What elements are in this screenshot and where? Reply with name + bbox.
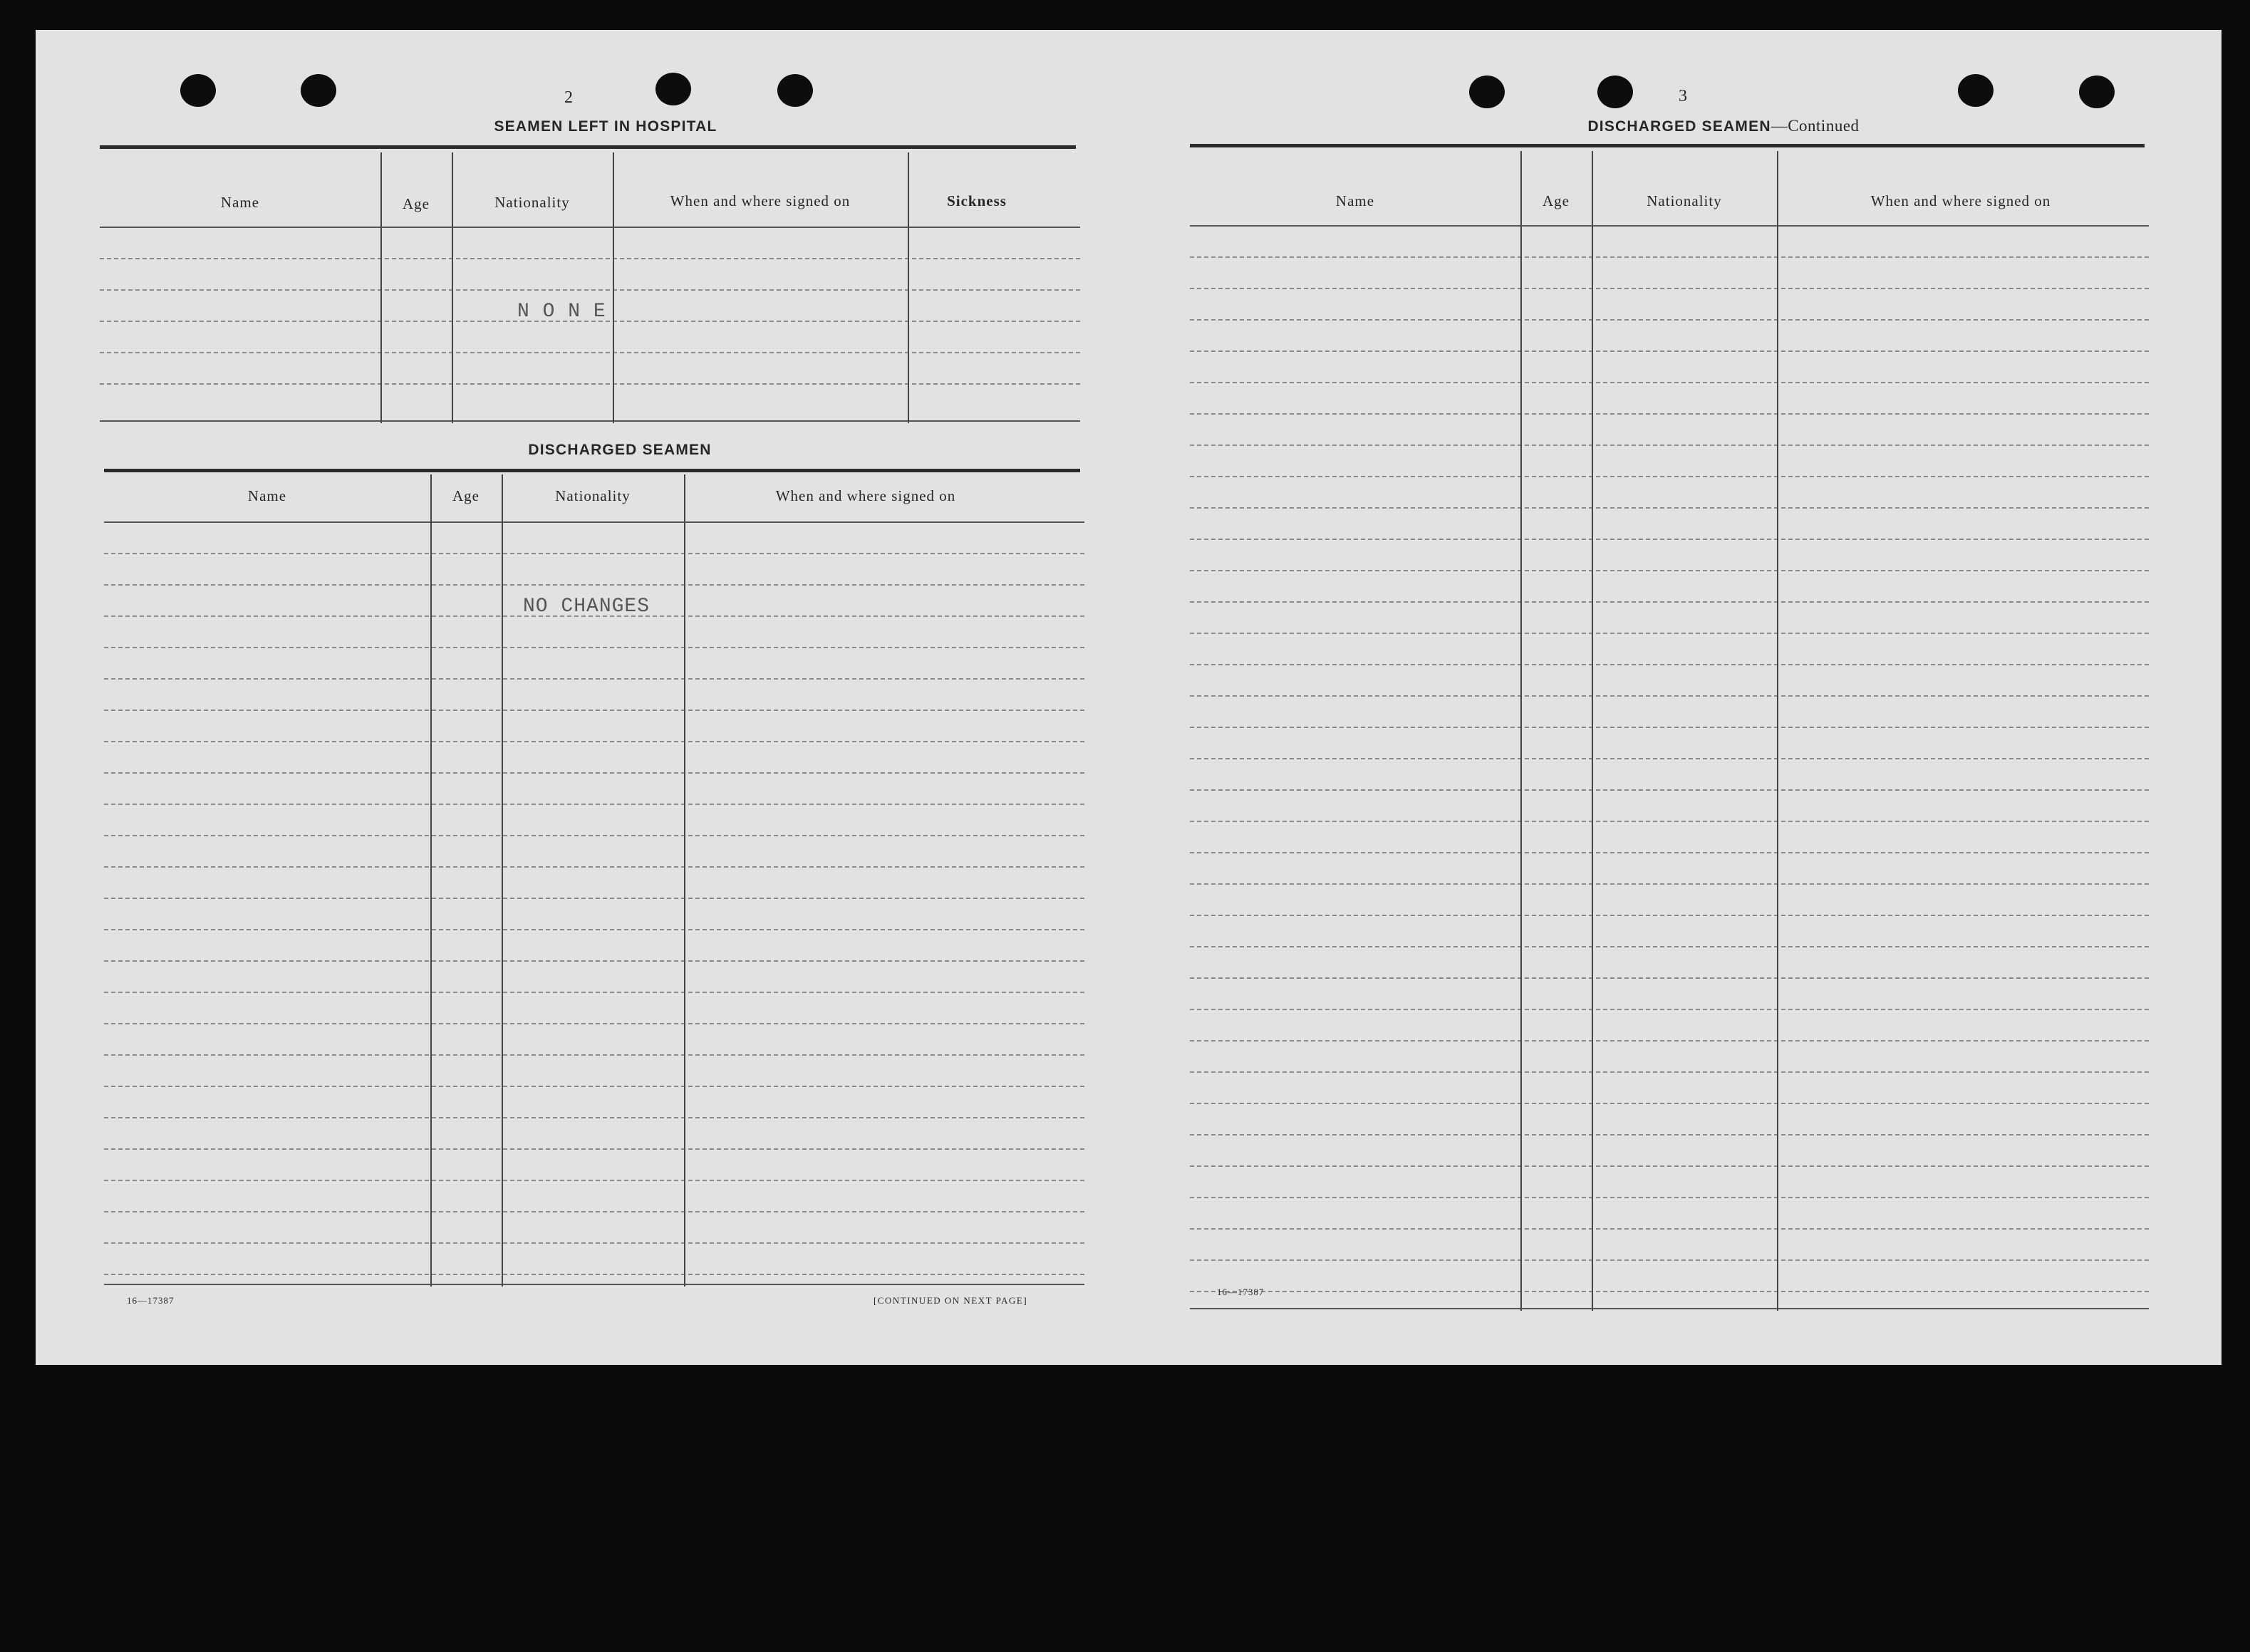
section-title-suffix: —Continued bbox=[1771, 117, 1860, 135]
header-rule bbox=[104, 469, 1080, 472]
header-separator bbox=[1190, 225, 2149, 227]
ruled-line bbox=[104, 1180, 1084, 1181]
ruled-line bbox=[104, 992, 1084, 993]
column-divider bbox=[684, 474, 685, 1287]
column-header-signed-on: When and where signed on bbox=[670, 192, 851, 209]
typed-entry-no-changes: NO CHANGES bbox=[523, 596, 650, 618]
ruled-line bbox=[1190, 1009, 2149, 1010]
ruled-line bbox=[1190, 727, 2149, 728]
column-header-nationality: Nationality bbox=[1647, 192, 1722, 209]
ruled-line bbox=[104, 1117, 1084, 1118]
ruled-line bbox=[104, 960, 1084, 962]
column-divider bbox=[380, 152, 382, 423]
ruled-line bbox=[1190, 1228, 2149, 1230]
column-header-nationality: Nationality bbox=[555, 487, 631, 504]
section-title-text: DISCHARGED SEAMEN bbox=[1587, 118, 1771, 135]
column-divider bbox=[908, 152, 909, 423]
column-divider bbox=[452, 152, 453, 423]
form-number: 16—17387 bbox=[127, 1295, 175, 1306]
ruled-line bbox=[1190, 1259, 2149, 1261]
table-bottom-line bbox=[104, 1284, 1084, 1285]
ruled-line bbox=[104, 1023, 1084, 1024]
punch-hole bbox=[655, 73, 691, 105]
column-header-age: Age bbox=[1543, 192, 1570, 209]
ruled-line bbox=[100, 352, 1080, 353]
ruled-line bbox=[104, 1274, 1084, 1275]
ruled-line bbox=[1190, 1165, 2149, 1167]
section-title-discharged-continued bbox=[1414, 117, 2033, 135]
ruled-line bbox=[104, 553, 1084, 554]
punch-hole bbox=[180, 74, 216, 107]
column-divider bbox=[430, 474, 432, 1287]
column-header-age: Age bbox=[403, 195, 430, 212]
ruled-line bbox=[104, 1211, 1084, 1212]
ruled-line bbox=[1190, 288, 2149, 289]
header-rule bbox=[1190, 144, 2145, 147]
ruled-line bbox=[104, 584, 1084, 586]
ruled-line bbox=[104, 710, 1084, 711]
document-sheet bbox=[36, 30, 2222, 1365]
ruled-line bbox=[1190, 570, 2149, 571]
ruled-line bbox=[1190, 633, 2149, 634]
header-rule bbox=[100, 145, 1076, 149]
ruled-line bbox=[1190, 1197, 2149, 1198]
column-divider bbox=[613, 152, 614, 423]
ruled-line bbox=[1190, 758, 2149, 759]
ruled-line bbox=[1190, 695, 2149, 697]
ruled-line bbox=[1190, 445, 2149, 446]
ruled-line bbox=[1190, 319, 2149, 321]
page-number: 2 bbox=[564, 88, 574, 107]
discharged-continued-table bbox=[1190, 151, 2149, 1311]
column-header-sickness: Sickness bbox=[947, 192, 1007, 209]
header-separator bbox=[104, 521, 1084, 523]
section-title-discharged: DISCHARGED SEAMEN bbox=[528, 442, 712, 458]
column-header-name: Name bbox=[247, 487, 287, 504]
ruled-line bbox=[104, 741, 1084, 742]
column-divider bbox=[502, 474, 503, 1287]
ruled-line bbox=[1190, 601, 2149, 603]
ruled-line bbox=[1190, 413, 2149, 415]
ruled-line bbox=[104, 1086, 1084, 1087]
ruled-line bbox=[1190, 821, 2149, 822]
table-bottom-line bbox=[1190, 1308, 2149, 1309]
ruled-line bbox=[1190, 382, 2149, 383]
ruled-line bbox=[1190, 789, 2149, 791]
column-divider bbox=[1777, 151, 1778, 1311]
punch-hole bbox=[1597, 76, 1633, 108]
typed-entry-none: N O N E bbox=[517, 301, 606, 323]
left-page bbox=[36, 30, 1129, 1365]
ruled-line bbox=[104, 647, 1084, 648]
ruled-line bbox=[104, 1148, 1084, 1150]
ruled-line bbox=[1190, 946, 2149, 947]
punch-hole bbox=[1469, 76, 1505, 108]
ruled-line bbox=[100, 258, 1080, 259]
ruled-line bbox=[100, 289, 1080, 291]
ruled-line bbox=[1190, 350, 2149, 352]
ruled-line bbox=[104, 1242, 1084, 1244]
page-number: 3 bbox=[1679, 87, 1688, 105]
table-bottom-line bbox=[100, 420, 1080, 422]
ruled-line bbox=[104, 929, 1084, 930]
ruled-line bbox=[1190, 1040, 2149, 1041]
ruled-line bbox=[1190, 256, 2149, 258]
ruled-line bbox=[104, 866, 1084, 868]
ruled-line bbox=[104, 898, 1084, 899]
ruled-line bbox=[1190, 1071, 2149, 1073]
ruled-line bbox=[104, 1054, 1084, 1056]
continued-note: [CONTINUED ON NEXT PAGE] bbox=[873, 1295, 1028, 1306]
ruled-line bbox=[1190, 664, 2149, 665]
ruled-line bbox=[104, 835, 1084, 836]
ruled-line bbox=[104, 772, 1084, 774]
column-divider bbox=[1520, 151, 1522, 1311]
column-header-signed-on: When and where signed on bbox=[1870, 192, 2051, 209]
column-divider bbox=[1592, 151, 1593, 1311]
ruled-line bbox=[1190, 883, 2149, 885]
ruled-line bbox=[1190, 539, 2149, 540]
column-header-name: Name bbox=[1335, 192, 1375, 209]
ruled-line bbox=[1190, 476, 2149, 477]
ruled-line bbox=[1190, 915, 2149, 916]
section-title-hospital: SEAMEN LEFT IN HOSPITAL bbox=[494, 118, 717, 135]
column-header-name: Name bbox=[220, 194, 260, 211]
ruled-line bbox=[1190, 1291, 2149, 1292]
ruled-line bbox=[104, 678, 1084, 680]
header-separator bbox=[100, 227, 1080, 228]
punch-hole bbox=[1958, 74, 1994, 107]
ruled-line bbox=[1190, 1134, 2149, 1136]
ruled-line bbox=[1190, 507, 2149, 509]
ruled-line bbox=[1190, 977, 2149, 979]
hospital-table bbox=[100, 152, 1080, 423]
punch-hole bbox=[2079, 76, 2115, 108]
column-header-age: Age bbox=[452, 487, 479, 504]
punch-hole bbox=[301, 74, 336, 107]
ruled-line bbox=[100, 383, 1080, 385]
form-number: 16—17387 bbox=[1217, 1287, 1265, 1297]
column-header-nationality: Nationality bbox=[494, 194, 570, 211]
ruled-line bbox=[104, 804, 1084, 805]
punch-hole bbox=[777, 74, 813, 107]
column-header-signed-on: When and where signed on bbox=[775, 487, 956, 504]
ruled-line bbox=[1190, 852, 2149, 853]
ruled-line bbox=[1190, 1103, 2149, 1104]
right-page bbox=[1129, 30, 2222, 1365]
